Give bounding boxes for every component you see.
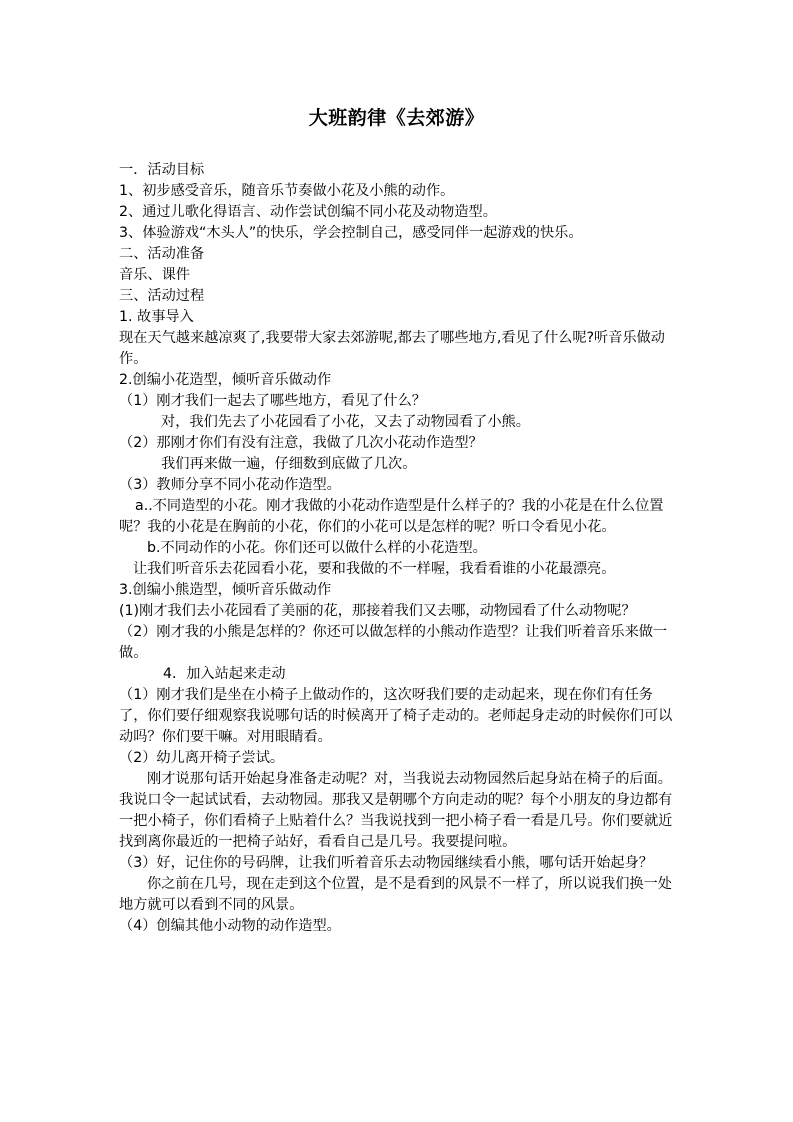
paragraph: 你之前在几号，现在走到这个位置，是不是看到的风景不一样了，所以说我们换一处地方就可以看到不同的风景。 <box>119 876 672 913</box>
sub-item: （2）那刚才你们有没有注意，我做了几次小花动作造型？ <box>119 435 483 451</box>
document-title: 大班韵律《去郊游》 <box>308 107 485 129</box>
paragraph: 对，我们先去了小花园看了小花，又去了动物园看了小熊。 <box>161 414 530 430</box>
sub-item: （3）好，记住你的号码牌，让我们听着音乐去动物园继续看小熊，哪句话开始起身？ <box>119 855 653 871</box>
paragraph: a..不同造型的小花。刚才我做的小花动作造型是什么样子的？我的小花是在什么位置呢？我的小花是在胸前的小花，你们的小花可以是怎样的呢？听口令看见小花。 <box>119 498 664 535</box>
step-heading-1: 1. 故事导入 <box>119 309 194 325</box>
section-heading-preparation: 二、活动准备 <box>119 246 205 262</box>
step-heading-2: 2.创编小花造型，倾听音乐做动作 <box>119 372 332 388</box>
paragraph: 让我们听音乐去花园看小花，要和我做的不一样喔，我看看谁的小花最漂亮。 <box>133 561 616 577</box>
paragraph: 刚才说那句话开始起身准备走动呢？对，当我说去动物园然后起身站在椅子的后面。我说口令一起试试看，去动物园。那我又是朝哪个方向走动的呢？每个小朋友的身边都有一把小椅子，你们看椅子上贴着什么？当我说找到一把小椅子看一看是几号。你们要就近找到离你最近的一把椅子站好，看看自己是几号。我要提问啦。 <box>119 771 673 850</box>
goal-item-2: 2、通过儿歌化得语言、动作尝试创编不同小花及动物造型。 <box>119 204 497 220</box>
step-heading-4: 4．加入站起来走动 <box>163 666 286 682</box>
sub-item: （4）创编其他小动物的动作造型。 <box>119 918 341 934</box>
sub-item: （1）刚才我们是坐在小椅子上做动作的，这次呀我们要的走动起来，现在你们有任务了，你们要仔细观察我说哪句话的时候离开了椅子走动的。老师起身走动的时候你们可以动吗？你们要干嘛。对用眼睛看。 <box>119 687 673 745</box>
sub-item: （1）刚才我们一起去了哪些地方，看见了什么？ <box>119 393 426 409</box>
goal-item-3: 3、体验游戏“木头人”的快乐，学会控制自己，感受同伴一起游戏的快乐。 <box>119 225 583 241</box>
sub-item: (1)刚才我们去小花园看了美丽的花，那接着我们又去哪，动物园看了什么动物呢？ <box>119 603 636 619</box>
paragraph: 我们再来做一遍，仔细数到底做了几次。 <box>161 456 417 472</box>
paragraph: 现在天气越来越凉爽了,我要带大家去郊游呢,都去了哪些地方,看见了什么呢?听音乐做动作。 <box>119 330 665 367</box>
section-heading-process: 三、活动过程 <box>119 288 205 304</box>
sub-item: （2）刚才我的小熊是怎样的？你还可以做怎样的小熊动作造型？让我们听着音乐来做一做。 <box>119 624 668 661</box>
paragraph: b.不同动作的小花。你们还可以做什么样的小花造型。 <box>147 540 487 556</box>
document-body <box>119 160 675 937</box>
preparation-text: 音乐、课件 <box>119 267 190 283</box>
goal-item-1: 1、初步感受音乐，随音乐节奏做小花及小熊的动作。 <box>119 183 455 199</box>
step-heading-3: 3.创编小熊造型，倾听音乐做动作 <box>119 582 332 598</box>
sub-item: （2）幼儿离开椅子尝试。 <box>119 750 285 766</box>
section-heading-goals: 一．活动目标 <box>119 162 205 178</box>
sub-item: （3）教师分享不同小花动作造型。 <box>119 477 341 493</box>
